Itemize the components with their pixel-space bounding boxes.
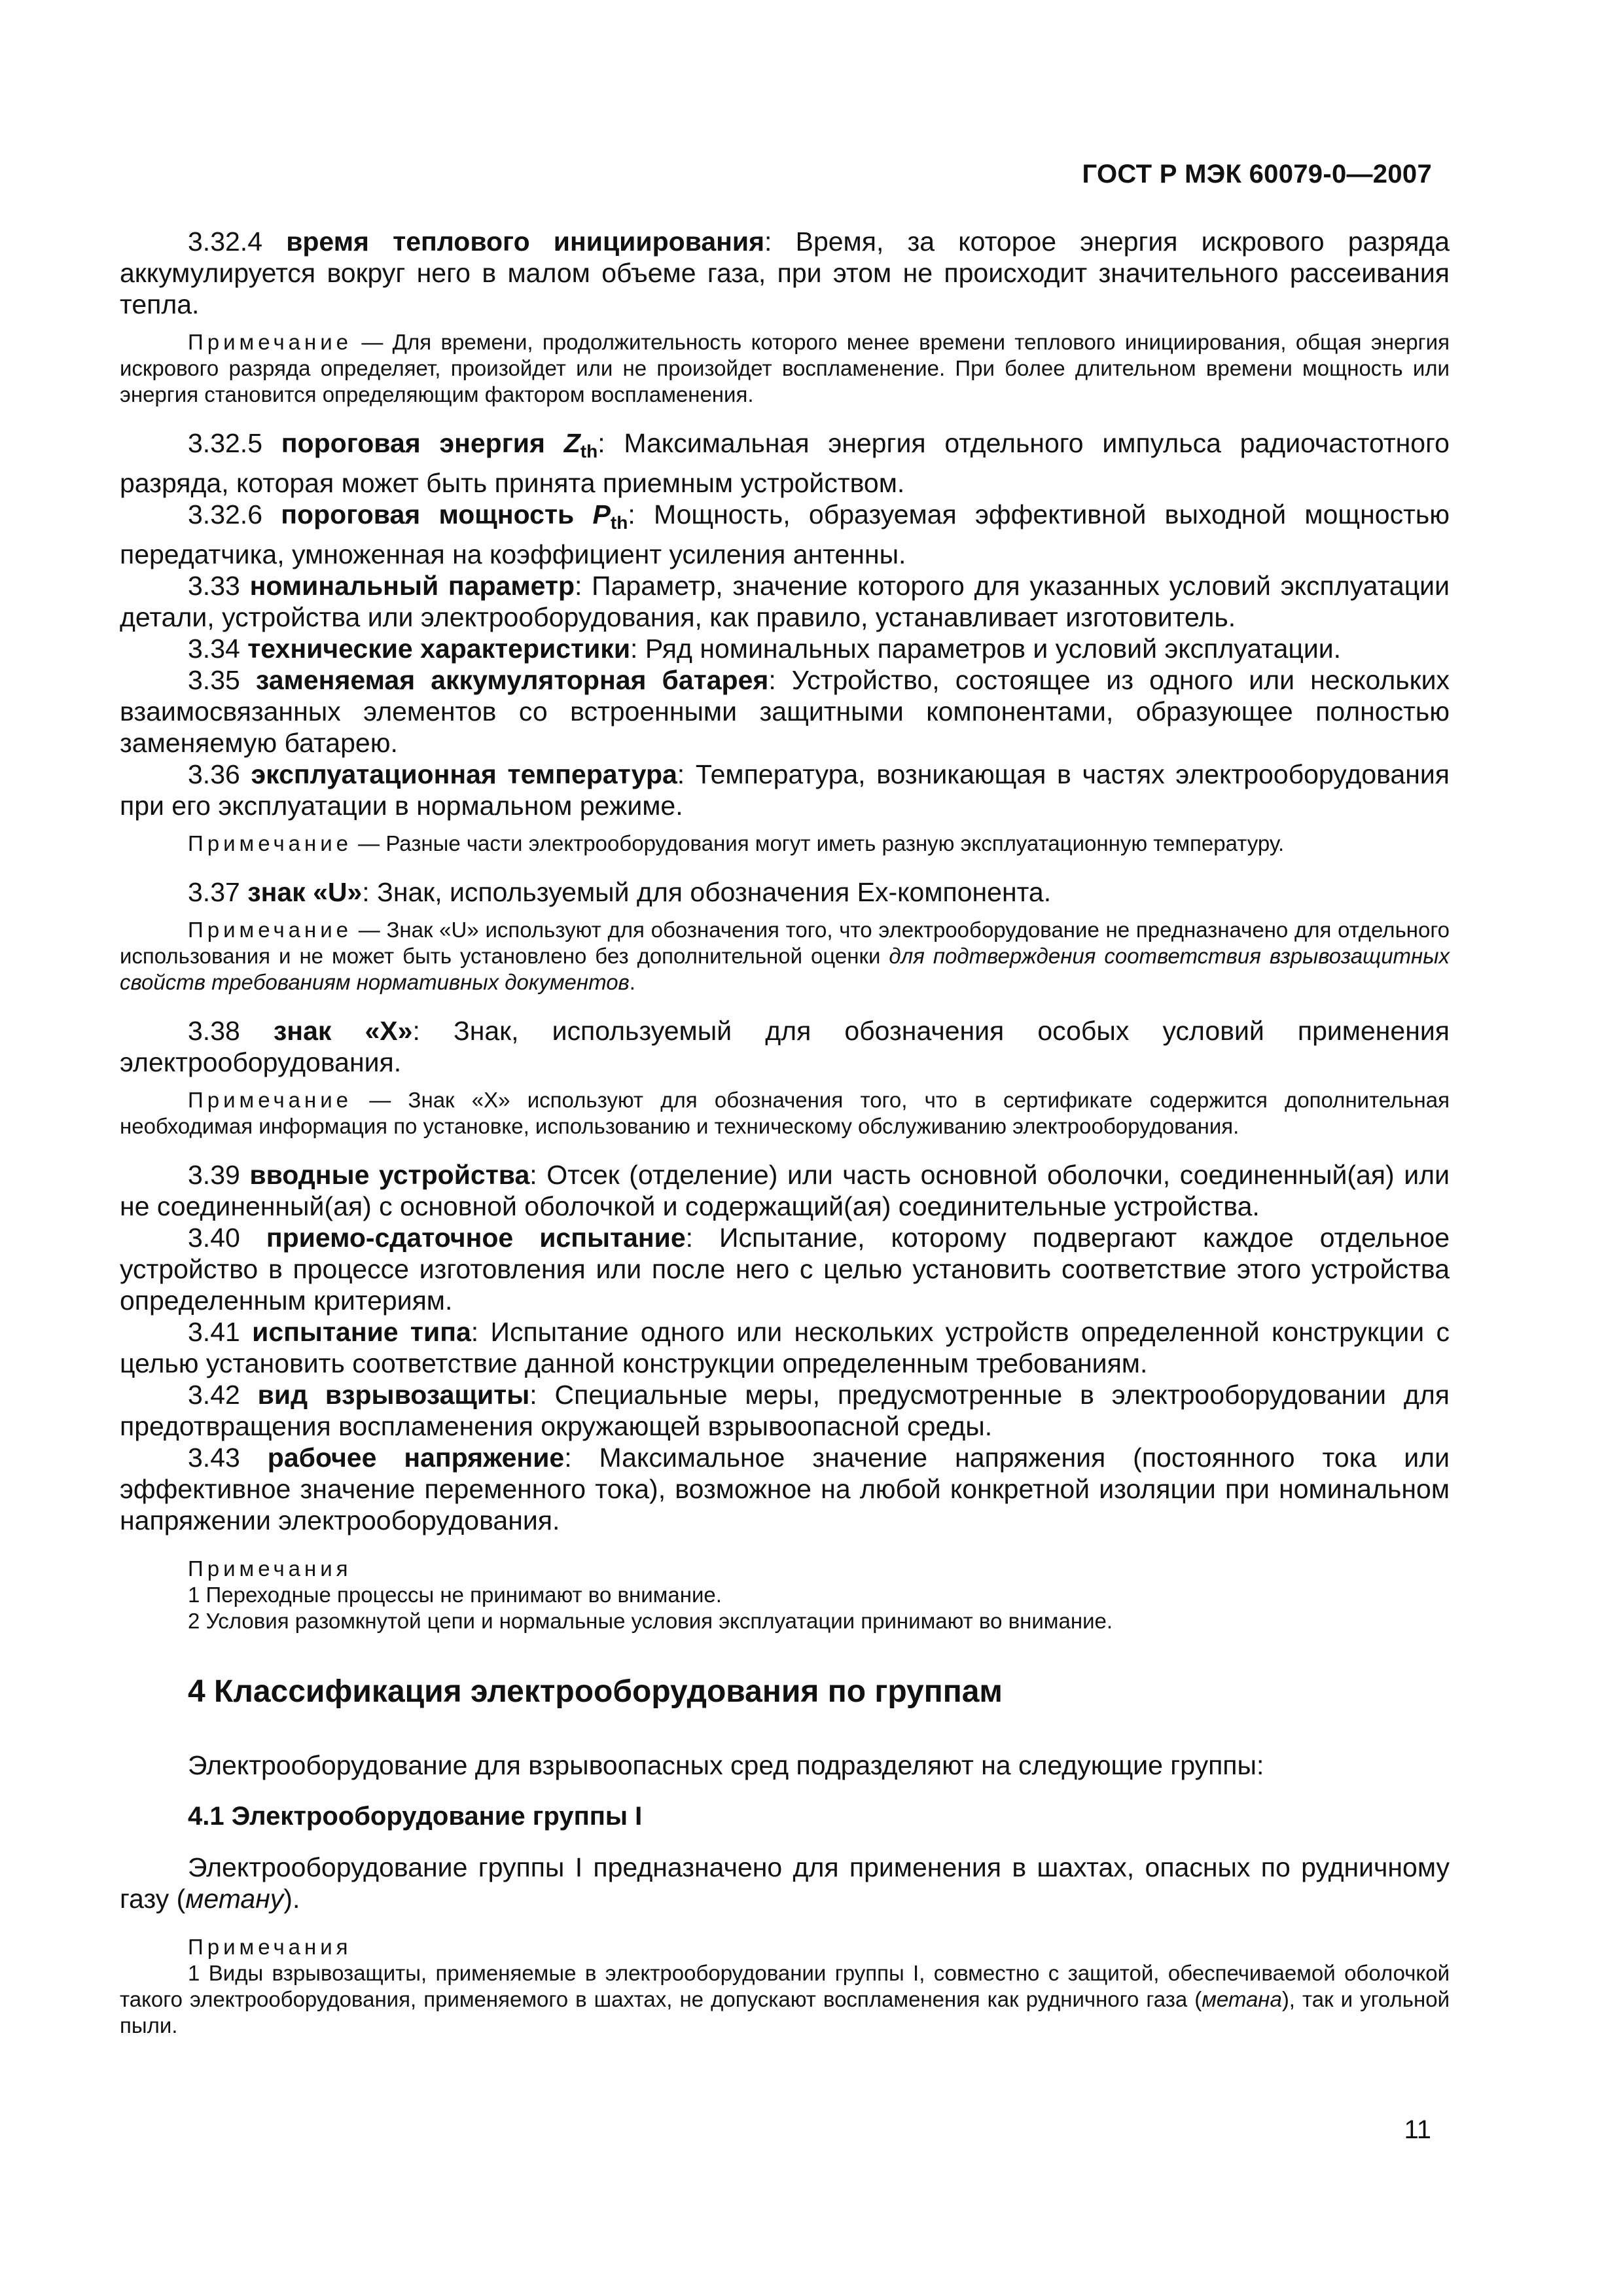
term-name: испытание типа xyxy=(252,1317,471,1347)
term-name: рабочее напряжение xyxy=(267,1443,565,1473)
term-name: знак «U» xyxy=(247,877,363,907)
term-3-42: 3.42 вид взрывозащиты: Специальные меры, предусмотренные в электрооборудовании для предотвращения воспламенения окружающей взрывоопасной среды. xyxy=(120,1380,1450,1441)
term-3-37: 3.37 знак «U»: Знак, используемый для обозначения Ex-компонента. xyxy=(188,877,1052,907)
notes-title: Примечания xyxy=(188,1556,352,1581)
note-line: 1 Переходные процессы не принимают во внимание. xyxy=(188,1583,722,1607)
term-name: приемо-сдаточное испытание xyxy=(266,1223,686,1253)
term-name: пороговая энергия $Z_{th}$ xyxy=(281,428,598,461)
subsection-text: Электрооборудование группы I предназначено для применения в шахтах, опасных по рудничному газу (метану). xyxy=(120,1852,1450,1914)
subsection-heading: 4.1 Электрооборудование группы I xyxy=(188,1802,643,1831)
notes-title: Примечания xyxy=(188,1935,352,1959)
note-3-38: Примечание — Знак «X» используют для обозначения того, что в сертификате содержится дополнительная необходимая информация по установке, использованию и техническому обслуживанию электрооборудования. xyxy=(120,1088,1450,1138)
note-3-32-4: Примечание — Для времени, продолжительность которого менее времени теплового инициирования, общая энергия искрового разряда определяет, произойдет или не произойдет воспламенение. При более длительном времени мощность или энергия становится определяющим фактором воспламенения. xyxy=(120,330,1450,406)
section-intro: Электрооборудование для взрывоопасных сред подразделяют на следующие группы: xyxy=(188,1750,1264,1780)
document-code-header: ГОСТ Р МЭК 60079-0—2007 xyxy=(1082,160,1432,188)
term-name: заменяемая аккумуляторная батарея xyxy=(255,665,769,695)
term-3-35: 3.35 заменяемая аккумуляторная батарея: Устройство, состоящее из одного или нескольких взаимосвязанных элементов со встроенными защитными компонентами, образующее полностью заменяемую батарею. xyxy=(120,665,1450,758)
term-3-32-6: 3.32.6 пороговая мощность $P_{th}$: Мощность, образуемая эффективной выходной мощностью передатчика, умноженная на коэффициент усиления антенны. xyxy=(120,499,1450,569)
term-name: время теплового инициирования xyxy=(286,226,765,257)
page-number: 11 xyxy=(1404,2115,1431,2144)
term-3-32-4: 3.32.4 время теплового инициирования: Время, за которое энергия искрового разряда аккумулируется вокруг него в малом объеме газа, при этом не происходит значительного рассеивания тепла. xyxy=(120,226,1450,319)
term-name: эксплуатационная температура xyxy=(251,759,677,789)
term-3-34: 3.34 технические характеристики: Ряд номинальных параметров и условий эксплуатации. xyxy=(188,634,1342,664)
term-name: вводные устройства xyxy=(249,1160,530,1190)
document-body xyxy=(120,226,1450,2039)
term-name: технические характеристики xyxy=(247,634,631,664)
term-3-40: 3.40 приемо-сдаточное испытание: Испытание, которому подвергают каждое отдельное устройство в процессе изготовления или после него с целью установить соответствие этого устройства определенным критериям. xyxy=(120,1223,1450,1316)
term-name: пороговая мощность $P_{th}$ xyxy=(281,499,628,533)
term-3-38: 3.38 знак «X»: Знак, используемый для обозначения особых условий применения электрооборудования. xyxy=(120,1016,1450,1077)
term-name: знак «X» xyxy=(273,1016,413,1046)
term-3-33: 3.33 номинальный параметр: Параметр, значение которого для указанных условий эксплуатации детали, устройства или электрооборудования, как правило, устанавливает изготовитель. xyxy=(120,571,1450,632)
term-3-41: 3.41 испытание типа: Испытание одного или нескольких устройств определенной конструкции с целью установить соответствие данной конструкции определенным требованиям. xyxy=(120,1317,1450,1378)
section-heading: 4 Классификация электрооборудования по группам xyxy=(188,1674,1003,1709)
note-3-36: Примечание — Разные части электрооборудования могут иметь разную эксплуатационную температуру. xyxy=(188,831,1285,855)
term-3-32-5: 3.32.5 пороговая энергия $Z_{th}$: Максимальная энергия отдельного импульса радиочастотного разряда, которая может быть принята приемным устройством. xyxy=(120,428,1450,498)
note-line: 1 Виды взрывозащиты, применяемые в электрооборудовании группы I, совместно с защитой, обеспечиваемой оболочкой такого электрооборудования, применяемого в шахтах, не допускают воспламенения как рудничного газа (метана), так и угольной пыли. xyxy=(120,1961,1450,2037)
term-3-36: 3.36 эксплуатационная температура: Температура, возникающая в частях электрооборудования при его эксплуатации в нормальном режиме. xyxy=(120,759,1450,821)
term-3-39: 3.39 вводные устройства: Отсек (отделение) или часть основной оболочки, соединенный(ая) или не соединенный(ая) с основной оболочкой и содержащий(ая) соединительные устройства. xyxy=(120,1160,1450,1221)
term-3-43: 3.43 рабочее напряжение: Максимальное значение напряжения (постоянного тока или эффективное значение переменного тока), возможное на любой конкретной изоляции при номинальном напряжении электрооборудования. xyxy=(120,1443,1450,1535)
term-name: номинальный параметр xyxy=(249,571,575,601)
term-name: вид взрывозащиты xyxy=(257,1380,530,1410)
note-line: 2 Условия разомкнутой цепи и нормальные условия эксплуатации принимают во внимание. xyxy=(188,1609,1113,1633)
note-3-37: Примечание — Знак «U» используют для обозначения того, что электрооборудование не предназначено для отдельного использования и не может быть установлено без дополнительной оценки для подтверждения соответствия взрывозащитных свойств требованиям нормативных документов. xyxy=(120,918,1450,994)
